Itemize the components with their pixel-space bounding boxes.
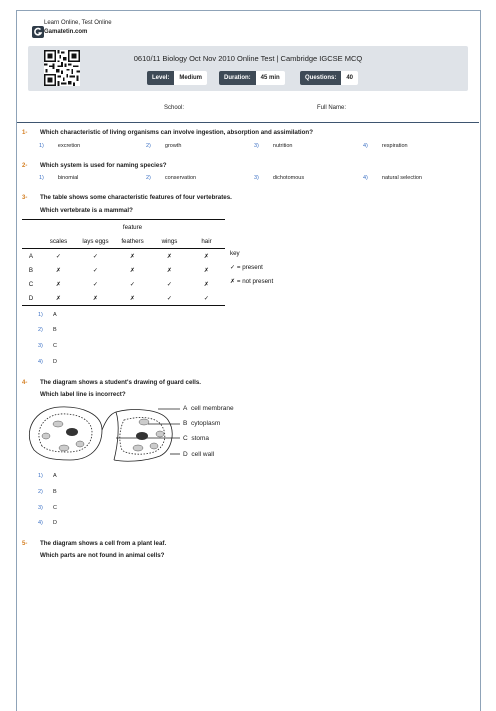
table-cell: ✗ [55,294,62,302]
option-number: 4) [38,520,43,526]
option-number: 1) [38,312,43,318]
level-label: Level: [147,71,174,85]
option-number: 4) [363,143,368,149]
option-text: B [53,327,57,333]
label-letter: D [183,451,188,458]
table-cell: ✓ [166,280,173,288]
table-cell: ✗ [203,252,210,260]
option-text: A [53,473,57,479]
answer-option[interactable] [38,520,57,526]
diagram-label [183,405,234,412]
answer-option[interactable] [254,175,304,181]
duration-label: Duration: [219,71,256,85]
table-cell: ✗ [129,294,136,302]
questions-value: 40 [341,71,358,85]
table-row [22,263,225,277]
column-header: lays eggs [82,237,109,245]
diagram-label [183,420,220,427]
duration-badge [219,71,285,85]
option-number: 2) [146,175,151,181]
table-key-present: ✓ = present [230,264,263,271]
brand-text [44,19,112,37]
answer-option[interactable] [363,143,408,149]
question-subtext: Which label line is incorrect? [40,391,126,398]
option-text: C [53,505,57,511]
option-text: growth [164,143,182,149]
table-cell: ✗ [55,266,62,274]
answer-option[interactable] [38,327,57,333]
option-number: 4) [38,359,43,365]
option-text: dichotomous [272,175,305,181]
table-cell: ✓ [92,280,99,288]
option-number: 1) [38,473,43,479]
table-cell: ✗ [129,252,136,260]
option-number: 3) [254,143,259,149]
option-text: conservation [164,175,197,181]
table-row [22,277,225,291]
question-subtext: Which parts are not found in animal cells? [40,552,165,559]
brand-site: Gamatetin.com [44,29,88,35]
option-text: C [53,343,57,349]
label-letter: B [183,420,188,427]
question-text: Which characteristic of living organisms can involve ingestion, absorption and assimilation? [40,129,313,136]
table-cell: ✗ [166,252,173,260]
table-cell: ✓ [129,280,136,288]
question-number: 4- [22,380,28,386]
option-number: 1) [39,175,44,181]
option-text: D [53,359,57,365]
option-number: 4) [363,175,368,181]
option-number: 2) [38,489,43,495]
column-header: feathers [121,237,144,245]
question-text: The diagram shows a cell from a plant leaf. [40,540,167,547]
table-row [22,291,225,306]
answer-option[interactable] [38,473,57,479]
table-cell: ✓ [55,252,62,260]
label-text: cell wall [191,451,215,458]
vertebrate-table [22,219,225,306]
column-header: hair [201,237,212,245]
table-cell: ✓ [92,266,99,274]
option-text: nutrition [272,143,293,149]
question-number: 1- [22,130,28,136]
questions-label: Questions: [300,71,341,85]
answer-option[interactable] [38,343,57,349]
option-text: excretion [57,143,81,149]
row-label: C [28,280,34,288]
level-value: Medium [174,71,207,85]
answer-option[interactable] [38,505,57,511]
option-number: 3) [254,175,259,181]
option-number: 2) [38,327,43,333]
option-text: natural selection [381,175,422,181]
column-header: wings [161,237,178,245]
table-cell: ✗ [203,266,210,274]
full-name-label: Full Name: [317,105,347,111]
question-text: Which system is used for naming species? [40,162,167,169]
option-number: 3) [38,343,43,349]
question-text: The table shows some characteristic features of four vertebrates. [40,194,232,201]
table-cell: ✗ [166,266,173,274]
page-frame [16,10,481,711]
option-number: 2) [146,143,151,149]
option-text: respiration [381,143,408,149]
table-key-title: key [230,250,240,257]
table-cell: ✗ [129,266,136,274]
option-text: B [53,489,57,495]
label-letter: C [183,435,188,442]
table-cell: ✗ [55,280,62,288]
table-cell: ✓ [203,294,210,302]
table-cell: ✓ [92,252,99,260]
table-group-header: feature [122,223,143,231]
label-text: stoma [191,435,210,442]
row-label: D [28,294,34,302]
diagram-label [183,435,209,442]
option-number: 3) [38,505,43,511]
answer-option[interactable] [39,175,78,181]
questions-badge [300,71,358,85]
answer-option[interactable] [363,175,422,181]
option-number: 1) [39,143,44,149]
header-divider [17,122,479,123]
option-text: binomial [57,175,79,181]
answer-option[interactable] [146,175,196,181]
label-letter: A [183,405,188,412]
table-cell: ✗ [92,294,99,302]
label-text: cytoplasm [190,420,221,427]
option-text: D [53,520,57,526]
question-number: 2- [22,163,28,169]
answer-option[interactable] [38,359,57,365]
test-title: 0610/11 Biology Oct Nov 2010 Online Test | Cambridge IGCSE MCQ [133,54,363,63]
answer-option[interactable] [38,489,57,495]
label-text: cell membrane [190,405,234,412]
test-header [28,46,468,91]
answer-option[interactable] [38,312,57,318]
question-text: The diagram shows a student's drawing of guard cells. [40,379,202,386]
duration-value: 45 min [256,71,285,85]
answer-option[interactable] [146,143,181,149]
option-text: A [53,312,57,318]
guard-cells-diagram [20,402,280,464]
row-label: A [28,252,34,260]
row-label: B [28,266,34,274]
table-key-absent: ✗ = not present [230,278,274,285]
site-logo [32,26,44,38]
question-number: 3- [22,195,28,201]
table-cell: ✓ [166,294,173,302]
column-header: scales [49,237,68,245]
school-label: School: [164,105,185,111]
answer-option[interactable] [39,143,80,149]
question-subtext: Which vertebrate is a mammal? [40,207,133,214]
answer-option[interactable] [254,143,292,149]
table-row [22,249,225,264]
level-badge [147,71,207,85]
diagram-label [183,451,214,458]
table-cell: ✗ [203,280,210,288]
question-number: 5- [22,541,28,547]
brand-tagline: Learn Online, Test Online [44,20,112,26]
